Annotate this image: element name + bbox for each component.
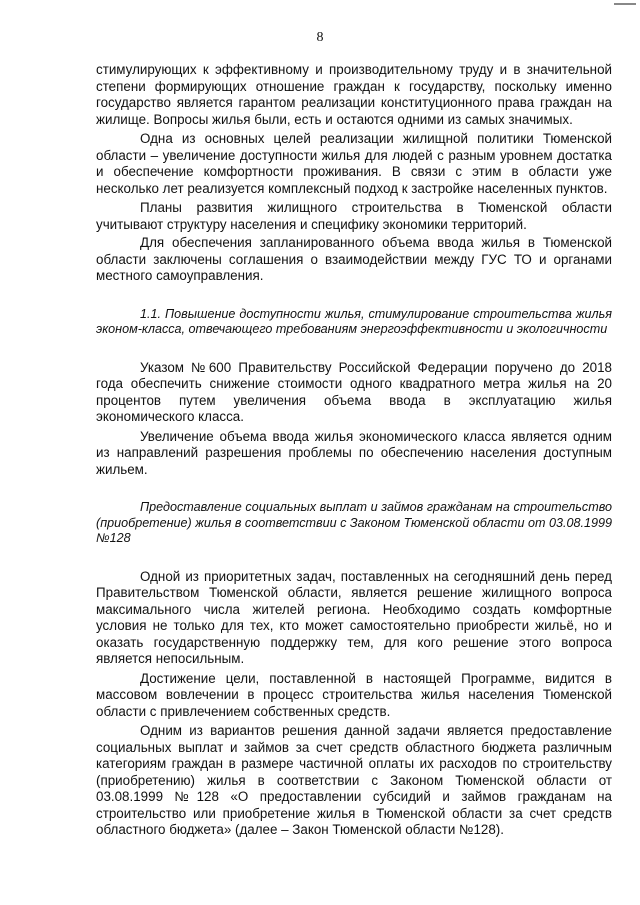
paragraph-3: Планы развития жилищного строительства в Тюменской области учитывают структуру населения и специфику экономики территорий. bbox=[96, 200, 612, 232]
subsection-heading: Предоставление социальных выплат и займов гражданам на строительство (приобретение) жилья в соответствии с Законом Тюменской области от 03.08.1999 №128 bbox=[96, 500, 612, 545]
paragraph-4: Для обеспечения запланированного объема ввода жилья в Тюменской области заключены соглашения о взаимодействии между ГУС ТО и органами местного самоуправления. bbox=[96, 235, 612, 283]
paragraph-5: Указом №600 Правительству Российской Федерации поручено до 2018 года обеспечить снижение стоимости одного квадратного метра жилья на 20 процентов путем увеличения объема ввода в эксплуатацию жилья экономического класса. bbox=[96, 359, 612, 424]
paragraph-1: стимулирующих к эффективному и производительному труду и в значительной степени формирующих отношение граждан к государству, поскольку именно государство является гарантом реализации конституционного права граждан на жилище. Вопросы жилья были, есть и остаются одними из самых значимых. bbox=[96, 62, 612, 127]
corner-mark bbox=[614, 3, 636, 5]
paragraph-8: Достижение цели, поставленной в настоящей Программе, видится в массовом вовлечении в процесс строительства жилья населения Тюменской области с привлечением собственных средств. bbox=[96, 670, 612, 719]
document-body bbox=[96, 62, 612, 842]
paragraph-7: Одной из приоритетных задач, поставленных на сегодняшний день перед Правительством Тюменской области, является решение жилищного вопроса максимального числа жителей региона. Необходимо создать комфортные условия не только для тех, кто может самостоятельно приобрести жильё, но и оказать государственную поддержку тем, для кого решение этого вопроса является непосильным. bbox=[96, 568, 612, 666]
paragraph-6: Увеличение объема ввода жилья экономического класса является одним из направлений разрешения проблемы по обеспечению населения доступным жильем. bbox=[96, 428, 612, 477]
page-number: 8 bbox=[316, 30, 324, 45]
section-heading: 1.1. Повышение доступности жилья, стимулирование строительства жилья эконом-класса, отвечающего требованиям энергоэффективности и экологичности bbox=[96, 306, 612, 336]
paragraph-2: Одна из основных целей реализации жилищной политики Тюменской области – увеличение доступности жилья для людей с разным уровнем достатка и обеспечение комфортности проживания. В связи с этим в области уже несколько лет реализуется комплексный подход к застройке населенных пунктов. bbox=[96, 131, 612, 196]
paragraph-9: Одним из вариантов решения данной задачи является предоставление социальных выплат и займов за счет средств областного бюджета различным категориям граждан в размере частичной оплаты их расходов по строительству (приобретению) жилья в соответствии с Законом Тюменской области от 03.08.1999 №128 «О предоставлении субсидий и займов гражданам на строительство или приобретение жилья в Тюменской области за счет средств областного бюджета» (далее – Закон Тюменской области №128). bbox=[96, 723, 612, 837]
